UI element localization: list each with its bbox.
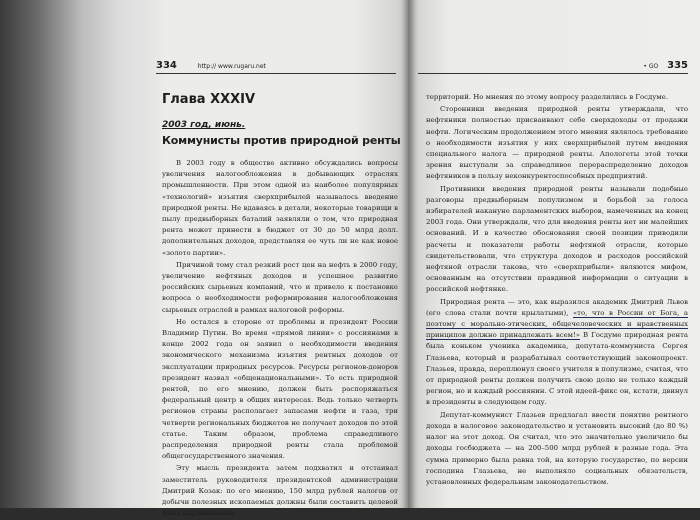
left-page <box>140 0 408 518</box>
page-edge-shadow <box>0 0 150 508</box>
right-page-number: 335 <box>667 60 688 71</box>
right-running-head <box>418 60 688 74</box>
left-page-number: 334 <box>156 60 177 71</box>
rent-text-before: Природная рента — это, как выразился академик Дмитрий Львов (его слова стали почти крылатыми), <box>426 297 688 317</box>
paragraph: Эту мысль президента затем подхватил и отстаивал заместитель руководителя президентской администрации Дмитрий Козак: по его мнению, 150 млрд рублей налогов от добычи полезных ископаемых должны были составить целевой фонд выравнивания <box>162 464 398 518</box>
paragraph-rent-quote <box>426 297 688 409</box>
left-running-head <box>156 60 396 74</box>
paragraph: Не остался в стороне от проблемы и президент России Владимир Путин. Во время «прямой линии» с россиянами в конце 2002 года он заявил о необходимости введения экономического механизма изъятия рентных доходов от эксплуатации природных ресурсов. Ресурсы регионов-доноров президент назвал «общенациональными». То есть природной рентой, по его мнению, должен быть распоряжаться федеральный центр в общих интересах. Ведь только четверть регионов страны располагает запасами нефти и газа, три четверти региональных бюджетов не получает доходов по этой статье. Таким образом, проблема справедливого распределения природной ренты стала проблемой общегосударственного значения. <box>162 317 398 461</box>
right-page <box>408 0 700 508</box>
paragraph-continuation: территорий. Но мнения по этому вопросу разделились в Госдуме. <box>426 93 668 101</box>
site-url: http:// www.rugaru.net <box>197 63 266 70</box>
right-body-text <box>426 92 688 488</box>
chapter-date: 2003 год, июнь. <box>162 120 246 130</box>
paragraph: Причиной тому стал резкий рост цен на нефть в 2000 году, увеличение нефтяных доходов и успешное развитие российских сырьевых компаний, что и привело к постановке вопроса о необходимости реформирования налогообложения сырьевых отраслей в рамках налоговой реформы. <box>162 260 398 314</box>
paragraph: Сторонники введения природной ренты утверждали, что нефтяники полностью присваивают себе сверхдоходы от продажи нефти. Логическим продолжением этого мнения являлось требование о необходимости изъятия у них сверхприбылей путем введения специального налога — природной ренты. Апологеты этой точки зрения выступали за справедливое перераспределение доходов нефтяников в пользу неконкурентоспособных предприятий. <box>426 105 688 181</box>
left-body-text <box>162 158 398 520</box>
paragraph: Противники введения природной ренты называли подобные разговоры предвыборным популизмом и борьбой за голоса избирателей накануне парламентских выборов, намеченных на конец 2003 года. Они утверждали, что для введения ренты нет ни малейших оснований. И в качестве обоснования своей позиции приводили расчеты и показатели работы нефтяной отрасли, которые свидетельствовали, что структура доходов и расходов российской нефтяной отрасли такова, что «сверхприбыли» являются мифом, основанным на отсутствии правдивой информации о ситуации в российской нефтянке. <box>426 184 688 294</box>
rent-text-after: В Госдуме природная рента была коньком ученика академика, депутата-коммуниста Сергея Глазьева, который и разрабатывал соответствующий законопроект. Глазьев, правда, переплюнул своего учителя в популизме, считая, что от природной ренты должен получить свою долю не только каждый регион, но и каждый россиянин. С этой идеей-фикс он, кстати, двинул в президенты в следующем году. <box>426 331 689 407</box>
underlined-quote: «то, что в России от Бога, а поэтому с морально-этических, общечеловеческих и нравственных принципов должно принадлежать всем!» <box>426 308 688 340</box>
paragraph: Депутат-коммунист Глазьев предлагал ввести понятие рентного дохода в налоговое законодательство и установить высокий (до 80 %) налог на этот доход. Он считал, что это значительно увеличило бы доходы госбюджета — на 200–500 млрд рублей в разные года. Эта сумма примерно была равна той, на которую государство, по версии господина Глазьева, не выполняло социальных обязательств, установленных федеральным законодательством. <box>426 410 688 486</box>
book-gutter <box>402 0 416 508</box>
chapter-title: Глава XXXIV <box>162 92 256 107</box>
paragraph: В 2003 году в обществе активно обсуждались вопросы увеличения налогообложения в добывающих отраслях промышленности. При этом одной из наиболее популярных «технологий» изъятия сверхприбылей называлось введение природной ренты. Не вдаваясь в детали, некоторые товарищи в пылу предвыборных баталий заявляли о том, что природная рента может принести в бюджет от 30 до 50 млрд долл. дополнительных доходов, представляя ее чуть ли не как новое «золото партии». <box>162 159 398 257</box>
chapter-heading: Коммунисты против природной ренты <box>162 134 401 147</box>
header-mark: • GO <box>643 63 659 70</box>
